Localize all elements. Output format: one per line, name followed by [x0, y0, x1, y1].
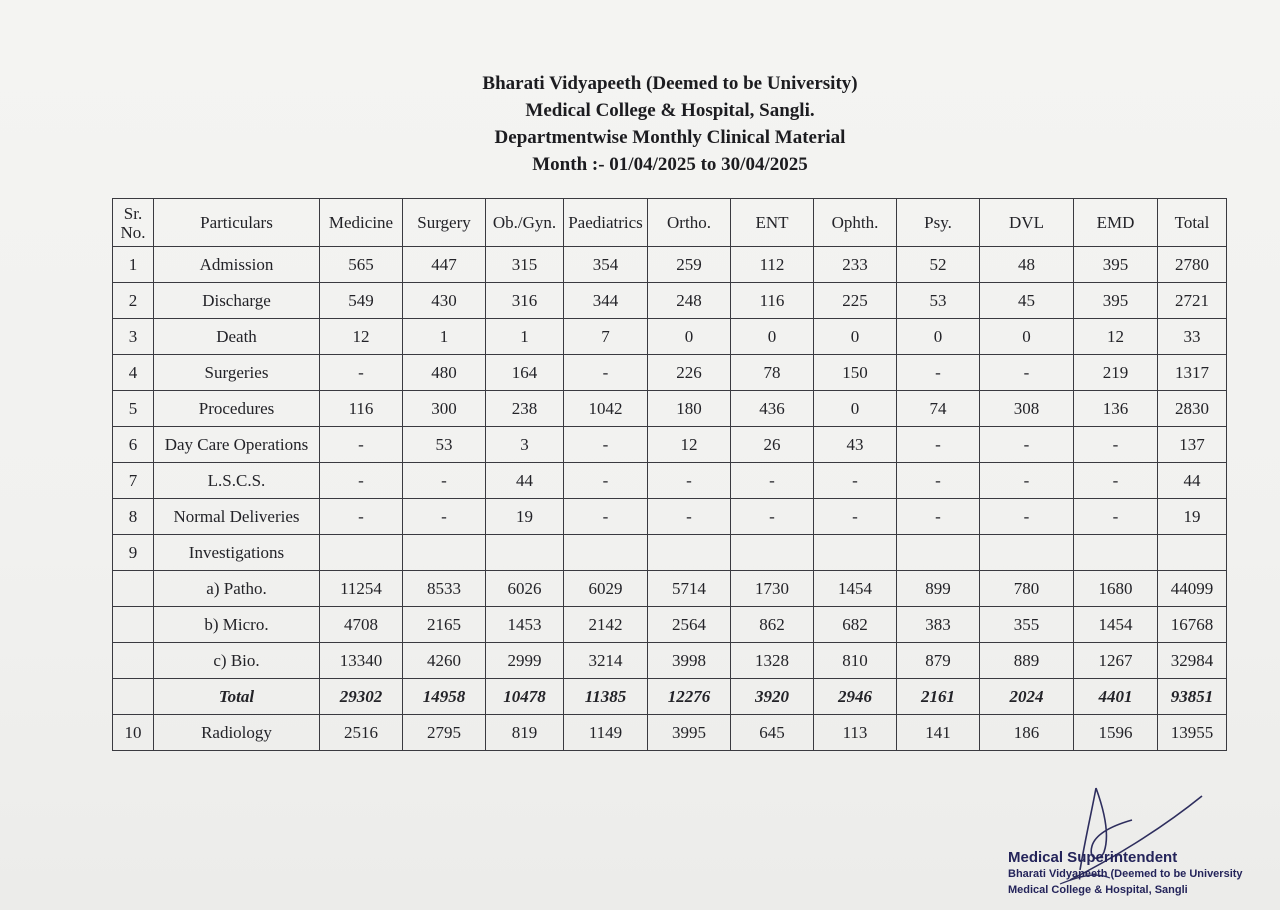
cell-value: 354: [564, 247, 648, 283]
cell-total: 44: [1158, 463, 1227, 499]
cell-total: 2830: [1158, 391, 1227, 427]
cell-value: 899: [897, 571, 980, 607]
cell-value: [648, 535, 731, 571]
cell-value: -: [980, 463, 1074, 499]
cell-total: 16768: [1158, 607, 1227, 643]
cell-sr-no: 9: [113, 535, 154, 571]
cell-value: 14958: [403, 679, 486, 715]
cell-particular: a) Patho.: [154, 571, 320, 607]
table-row: [113, 247, 1227, 283]
table-row: [113, 391, 1227, 427]
cell-value: 43: [814, 427, 897, 463]
cell-total: 33: [1158, 319, 1227, 355]
cell-value: 74: [897, 391, 980, 427]
cell-sr-no: 10: [113, 715, 154, 751]
cell-value: 116: [320, 391, 403, 427]
cell-value: 13340: [320, 643, 403, 679]
cell-value: -: [980, 499, 1074, 535]
cell-value: -: [564, 355, 648, 391]
cell-value: -: [1074, 499, 1158, 535]
cell-value: 1: [403, 319, 486, 355]
cell-value: 819: [486, 715, 564, 751]
header-college: Medical College & Hospital, Sangli.: [525, 100, 815, 121]
cell-value: [897, 535, 980, 571]
table-row: [113, 607, 1227, 643]
table-body: [113, 247, 1227, 751]
cell-value: 0: [897, 319, 980, 355]
header-university: Bharati Vidyapeeth (Deemed to be University): [482, 73, 858, 94]
cell-value: -: [1074, 463, 1158, 499]
cell-value: -: [980, 427, 1074, 463]
table-row: [113, 571, 1227, 607]
cell-value: [1074, 535, 1158, 571]
cell-value: 219: [1074, 355, 1158, 391]
cell-value: 112: [731, 247, 814, 283]
cell-value: -: [897, 463, 980, 499]
header-department: ENT: [731, 199, 814, 247]
cell-value: [564, 535, 648, 571]
cell-value: 315: [486, 247, 564, 283]
cell-total: 1317: [1158, 355, 1227, 391]
cell-total: [1158, 535, 1227, 571]
cell-value: 7: [564, 319, 648, 355]
cell-value: 225: [814, 283, 897, 319]
cell-value: 308: [980, 391, 1074, 427]
cell-value: 1042: [564, 391, 648, 427]
table-total-row: [113, 679, 1227, 715]
cell-value: -: [897, 427, 980, 463]
cell-sr-no: [113, 607, 154, 643]
cell-value: -: [564, 427, 648, 463]
cell-value: -: [731, 463, 814, 499]
cell-value: 780: [980, 571, 1074, 607]
cell-value: 116: [731, 283, 814, 319]
cell-value: 45: [980, 283, 1074, 319]
cell-value: [320, 535, 403, 571]
header-report-title: Departmentwise Monthly Clinical Material: [494, 127, 846, 148]
header-department: Ob./Gyn.: [486, 199, 564, 247]
cell-value: 565: [320, 247, 403, 283]
cell-value: 0: [814, 391, 897, 427]
cell-value: -: [897, 355, 980, 391]
cell-particular: Admission: [154, 247, 320, 283]
header-particulars: Particulars: [154, 199, 320, 247]
table-row: [113, 643, 1227, 679]
cell-value: 11385: [564, 679, 648, 715]
cell-sr-no: [113, 571, 154, 607]
cell-value: 1596: [1074, 715, 1158, 751]
cell-value: 150: [814, 355, 897, 391]
cell-value: 4708: [320, 607, 403, 643]
cell-value: -: [320, 427, 403, 463]
cell-value: -: [814, 463, 897, 499]
cell-value: 48: [980, 247, 1074, 283]
table-row: [113, 355, 1227, 391]
cell-value: 19: [486, 499, 564, 535]
cell-value: 810: [814, 643, 897, 679]
cell-sr-no: 7: [113, 463, 154, 499]
cell-value: 1680: [1074, 571, 1158, 607]
cell-value: 238: [486, 391, 564, 427]
cell-value: -: [564, 463, 648, 499]
header-department: Paediatrics: [564, 199, 648, 247]
cell-value: 3920: [731, 679, 814, 715]
header-department: Surgery: [403, 199, 486, 247]
cell-value: 259: [648, 247, 731, 283]
cell-value: 0: [814, 319, 897, 355]
cell-total: 13955: [1158, 715, 1227, 751]
table-header-row: [113, 199, 1227, 247]
cell-value: -: [814, 499, 897, 535]
cell-value: 1454: [1074, 607, 1158, 643]
signature-institution: Bharati Vidyapeeth (Deemed to be University: [1008, 868, 1243, 880]
cell-value: -: [897, 499, 980, 535]
cell-value: [980, 535, 1074, 571]
cell-value: -: [403, 499, 486, 535]
cell-particular: b) Micro.: [154, 607, 320, 643]
cell-value: [814, 535, 897, 571]
cell-value: 889: [980, 643, 1074, 679]
cell-value: 1453: [486, 607, 564, 643]
cell-value: 447: [403, 247, 486, 283]
cell-value: 53: [403, 427, 486, 463]
cell-sr-no: 5: [113, 391, 154, 427]
cell-value: 395: [1074, 283, 1158, 319]
cell-value: 2165: [403, 607, 486, 643]
cell-particular: Day Care Operations: [154, 427, 320, 463]
cell-value: 0: [980, 319, 1074, 355]
cell-total: 2721: [1158, 283, 1227, 319]
cell-value: 186: [980, 715, 1074, 751]
cell-value: 3: [486, 427, 564, 463]
cell-value: 2564: [648, 607, 731, 643]
cell-value: -: [320, 463, 403, 499]
cell-value: 1149: [564, 715, 648, 751]
cell-total: 2780: [1158, 247, 1227, 283]
header-department: EMD: [1074, 199, 1158, 247]
cell-value: 1730: [731, 571, 814, 607]
header-sr-no: Sr. No.: [113, 199, 154, 247]
cell-value: 2946: [814, 679, 897, 715]
cell-value: [731, 535, 814, 571]
table-row: [113, 283, 1227, 319]
header-month: Month :- 01/04/2025 to 30/04/2025: [532, 154, 808, 175]
cell-value: 879: [897, 643, 980, 679]
cell-value: 2024: [980, 679, 1074, 715]
cell-value: 6026: [486, 571, 564, 607]
cell-sr-no: [113, 643, 154, 679]
cell-value: -: [648, 499, 731, 535]
cell-value: 430: [403, 283, 486, 319]
cell-value: 355: [980, 607, 1074, 643]
cell-particular: Discharge: [154, 283, 320, 319]
cell-particular: Total: [154, 679, 320, 715]
cell-value: 26: [731, 427, 814, 463]
table-row: [113, 535, 1227, 571]
cell-value: 395: [1074, 247, 1158, 283]
cell-value: 164: [486, 355, 564, 391]
cell-particular: Surgeries: [154, 355, 320, 391]
header-department: Ortho.: [648, 199, 731, 247]
cell-value: 862: [731, 607, 814, 643]
signature-title: Medical Superintendent: [1008, 849, 1178, 866]
cell-particular: Procedures: [154, 391, 320, 427]
cell-value: 226: [648, 355, 731, 391]
cell-total: 137: [1158, 427, 1227, 463]
cell-value: 12: [1074, 319, 1158, 355]
cell-value: 1: [486, 319, 564, 355]
cell-particular: L.S.C.S.: [154, 463, 320, 499]
table-row: [113, 427, 1227, 463]
cell-particular: Normal Deliveries: [154, 499, 320, 535]
table-row: [113, 715, 1227, 751]
document-header: [300, 70, 1040, 178]
cell-value: 10478: [486, 679, 564, 715]
cell-particular: Radiology: [154, 715, 320, 751]
cell-sr-no: 6: [113, 427, 154, 463]
cell-value: 344: [564, 283, 648, 319]
cell-value: 436: [731, 391, 814, 427]
cell-value: -: [564, 499, 648, 535]
cell-value: 78: [731, 355, 814, 391]
header-department: Psy.: [897, 199, 980, 247]
cell-value: 2161: [897, 679, 980, 715]
cell-total: 44099: [1158, 571, 1227, 607]
header-department: DVL: [980, 199, 1074, 247]
cell-value: -: [320, 499, 403, 535]
cell-value: 300: [403, 391, 486, 427]
cell-sr-no: 3: [113, 319, 154, 355]
cell-value: 44: [486, 463, 564, 499]
cell-particular: Death: [154, 319, 320, 355]
cell-value: 12: [648, 427, 731, 463]
cell-value: 3995: [648, 715, 731, 751]
cell-value: 248: [648, 283, 731, 319]
header-department: Medicine: [320, 199, 403, 247]
cell-value: 2516: [320, 715, 403, 751]
table-row: [113, 319, 1227, 355]
cell-value: 2795: [403, 715, 486, 751]
header-total: Total: [1158, 199, 1227, 247]
cell-value: 3214: [564, 643, 648, 679]
cell-value: 645: [731, 715, 814, 751]
cell-sr-no: 1: [113, 247, 154, 283]
cell-value: 136: [1074, 391, 1158, 427]
cell-value: 1454: [814, 571, 897, 607]
cell-value: 12: [320, 319, 403, 355]
cell-value: 5714: [648, 571, 731, 607]
cell-value: -: [648, 463, 731, 499]
cell-value: 549: [320, 283, 403, 319]
signature-block: [1008, 850, 1243, 898]
cell-value: 0: [731, 319, 814, 355]
cell-value: 113: [814, 715, 897, 751]
cell-value: -: [980, 355, 1074, 391]
cell-sr-no: 8: [113, 499, 154, 535]
cell-sr-no: 4: [113, 355, 154, 391]
cell-value: 2142: [564, 607, 648, 643]
cell-value: 12276: [648, 679, 731, 715]
cell-value: 480: [403, 355, 486, 391]
cell-value: 53: [897, 283, 980, 319]
cell-total: 93851: [1158, 679, 1227, 715]
cell-value: 1267: [1074, 643, 1158, 679]
cell-value: 682: [814, 607, 897, 643]
cell-value: 3998: [648, 643, 731, 679]
cell-value: 29302: [320, 679, 403, 715]
cell-total: 32984: [1158, 643, 1227, 679]
cell-value: 2999: [486, 643, 564, 679]
cell-value: 316: [486, 283, 564, 319]
cell-value: 4401: [1074, 679, 1158, 715]
cell-value: 1328: [731, 643, 814, 679]
cell-value: 6029: [564, 571, 648, 607]
cell-value: -: [403, 463, 486, 499]
cell-sr-no: 2: [113, 283, 154, 319]
cell-value: -: [731, 499, 814, 535]
table-row: [113, 463, 1227, 499]
table-row: [113, 499, 1227, 535]
cell-total: 19: [1158, 499, 1227, 535]
cell-value: -: [320, 355, 403, 391]
cell-value: 0: [648, 319, 731, 355]
cell-value: 141: [897, 715, 980, 751]
cell-value: 180: [648, 391, 731, 427]
cell-particular: Investigations: [154, 535, 320, 571]
cell-sr-no: [113, 679, 154, 715]
header-department: Ophth.: [814, 199, 897, 247]
cell-value: 8533: [403, 571, 486, 607]
cell-value: 383: [897, 607, 980, 643]
signature-college: Medical College & Hospital, Sangli: [1008, 884, 1188, 896]
cell-value: 11254: [320, 571, 403, 607]
cell-particular: c) Bio.: [154, 643, 320, 679]
cell-value: 4260: [403, 643, 486, 679]
clinical-material-table: [112, 198, 1227, 751]
cell-value: [403, 535, 486, 571]
cell-value: -: [1074, 427, 1158, 463]
cell-value: [486, 535, 564, 571]
cell-value: 52: [897, 247, 980, 283]
cell-value: 233: [814, 247, 897, 283]
